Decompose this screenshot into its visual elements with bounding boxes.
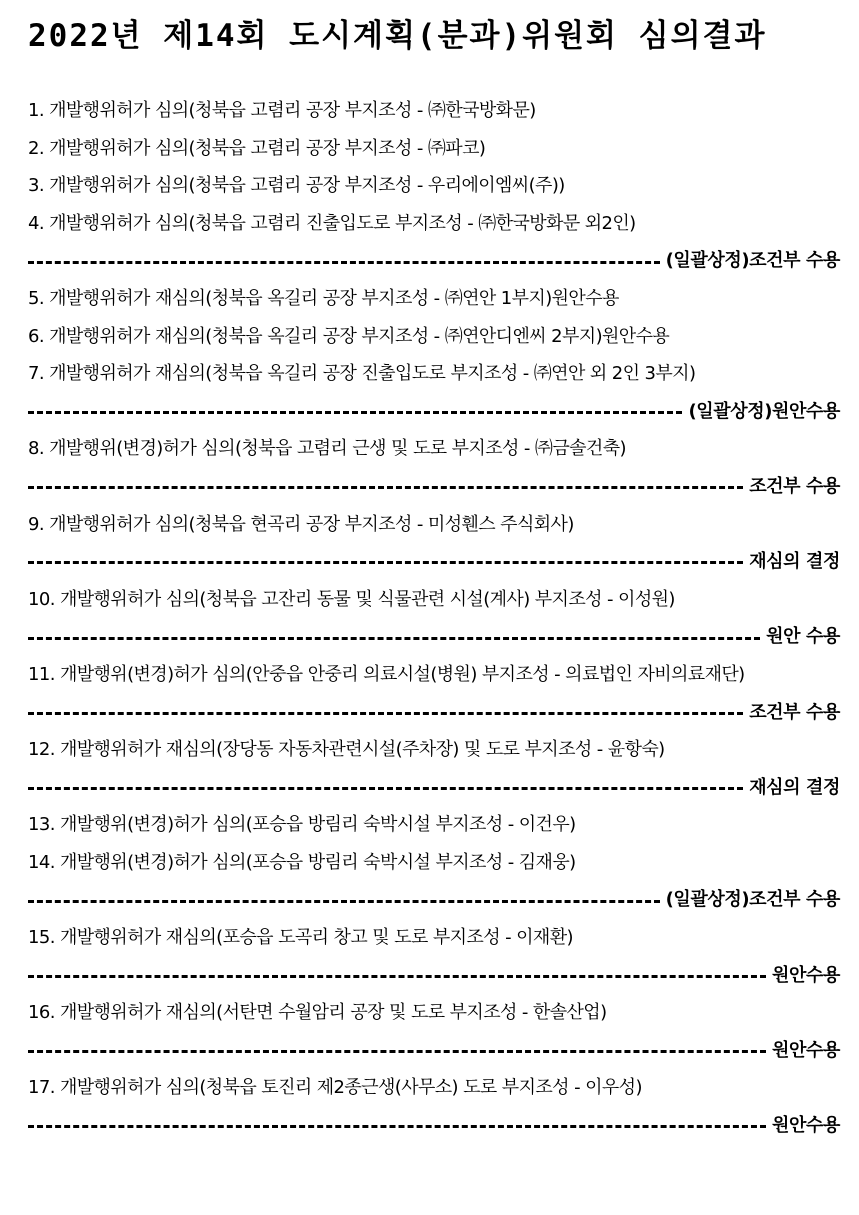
agenda-item: 12. 개발행위허가 재심의(장당동 자동차관련시설(주차장) 및 도로 부지조성 - 윤항숙) xyxy=(28,739,665,761)
result-line xyxy=(28,618,840,656)
agenda-item: 8. 개발행위(변경)허가 심의(청북읍 고렴리 근생 및 도로 부지조성 - ㈜금솔건축) xyxy=(28,438,626,460)
agenda-item: 7. 개발행위허가 재심의(청북읍 옥길리 공장 진출입도로 부지조성 - ㈜연안 외 2인 3부지) xyxy=(28,363,696,385)
result-line xyxy=(28,1107,840,1145)
result-label: 재심의 결정 xyxy=(749,551,840,573)
result-label: (일괄상정)조건부 수용 xyxy=(665,889,840,911)
agenda-item: 15. 개발행위허가 재심의(포승읍 도곡리 창고 및 도로 부지조성 - 이재환) xyxy=(28,927,573,949)
agenda-item: 17. 개발행위허가 심의(청북읍 토진리 제2종근생(사무소) 도로 부지조성 - 이우성) xyxy=(28,1077,642,1099)
dashed-leader xyxy=(28,975,766,978)
result-line xyxy=(28,881,840,919)
dashed-leader xyxy=(28,486,743,489)
agenda-item: 4. 개발행위허가 심의(청북읍 고렴리 진출입도로 부지조성 - ㈜한국방화문 외2인) xyxy=(28,212,636,234)
result-label: (일괄상정)조건부 수용 xyxy=(665,250,840,272)
agenda-item: 9. 개발행위허가 심의(청북읍 현곡리 공장 부지조성 - 미성휀스 주식회사) xyxy=(28,513,574,535)
agenda-item: 11. 개발행위(변경)허가 심의(안중읍 안중리 의료시설(병원) 부지조성 - 의료법인 자비의료재단) xyxy=(28,663,745,685)
result-line xyxy=(28,543,840,581)
agenda-item: 1. 개발행위허가 심의(청북읍 고렴리 공장 부지조성 - ㈜한국방화문) xyxy=(28,100,536,121)
result-label: 조건부 수용 xyxy=(749,701,840,723)
result-label: 원안수용 xyxy=(772,1115,840,1137)
dashed-leader xyxy=(28,561,743,564)
result-line xyxy=(28,1032,840,1070)
result-line xyxy=(28,468,840,506)
result-line xyxy=(28,393,840,431)
agenda-item: 5. 개발행위허가 재심의(청북읍 옥길리 공장 부지조성 - ㈜연안 1부지)원안수용 xyxy=(28,287,619,309)
agenda-item: 6. 개발행위허가 재심의(청북읍 옥길리 공장 부지조성 - ㈜연안디엔씨 2부지)원안수용 xyxy=(28,325,670,347)
dashed-leader xyxy=(28,900,660,903)
result-line xyxy=(28,242,840,280)
result-label: 조건부 수용 xyxy=(749,475,840,497)
result-label: 원안수용 xyxy=(772,964,840,986)
agenda-item: 13. 개발행위(변경)허가 심의(포승읍 방림리 숙박시설 부지조성 - 이건우) xyxy=(28,814,576,836)
dashed-leader xyxy=(28,411,682,414)
result-line xyxy=(28,957,840,995)
result-label: 원안 수용 xyxy=(766,626,840,648)
agenda-item: 2. 개발행위허가 심의(청북읍 고렴리 공장 부지조성 - ㈜파코) xyxy=(28,137,486,159)
agenda-item: 16. 개발행위허가 재심의(서탄면 수월암리 공장 및 도로 부지조성 - 한솔산업) xyxy=(28,1002,607,1024)
agenda-item: 14. 개발행위(변경)허가 심의(포승읍 방림리 숙박시설 부지조성 - 김재웅) xyxy=(28,851,576,873)
result-label: (일괄상정)원안수용 xyxy=(688,400,840,422)
document-title: 2022년 제14회 도시계획(분과)위원회 심의결과 xyxy=(28,18,767,54)
agenda-item: 3. 개발행위허가 심의(청북읍 고렴리 공장 부지조성 - 우리에이엠씨(주)) xyxy=(28,175,565,197)
dashed-leader xyxy=(28,261,660,264)
dashed-leader xyxy=(28,787,743,790)
result-label: 원안수용 xyxy=(772,1039,840,1061)
agenda-item: 10. 개발행위허가 심의(청북읍 고잔리 동물 및 식물관련 시설(계사) 부지조성 - 이성원) xyxy=(28,588,675,610)
result-line xyxy=(28,694,840,732)
result-line xyxy=(28,769,840,807)
result-label: 재심의 결정 xyxy=(749,776,840,798)
dashed-leader xyxy=(28,637,760,640)
dashed-leader xyxy=(28,1050,766,1053)
dashed-leader xyxy=(28,712,743,715)
deliberation-results-list xyxy=(28,92,840,1145)
dashed-leader xyxy=(28,1125,766,1128)
